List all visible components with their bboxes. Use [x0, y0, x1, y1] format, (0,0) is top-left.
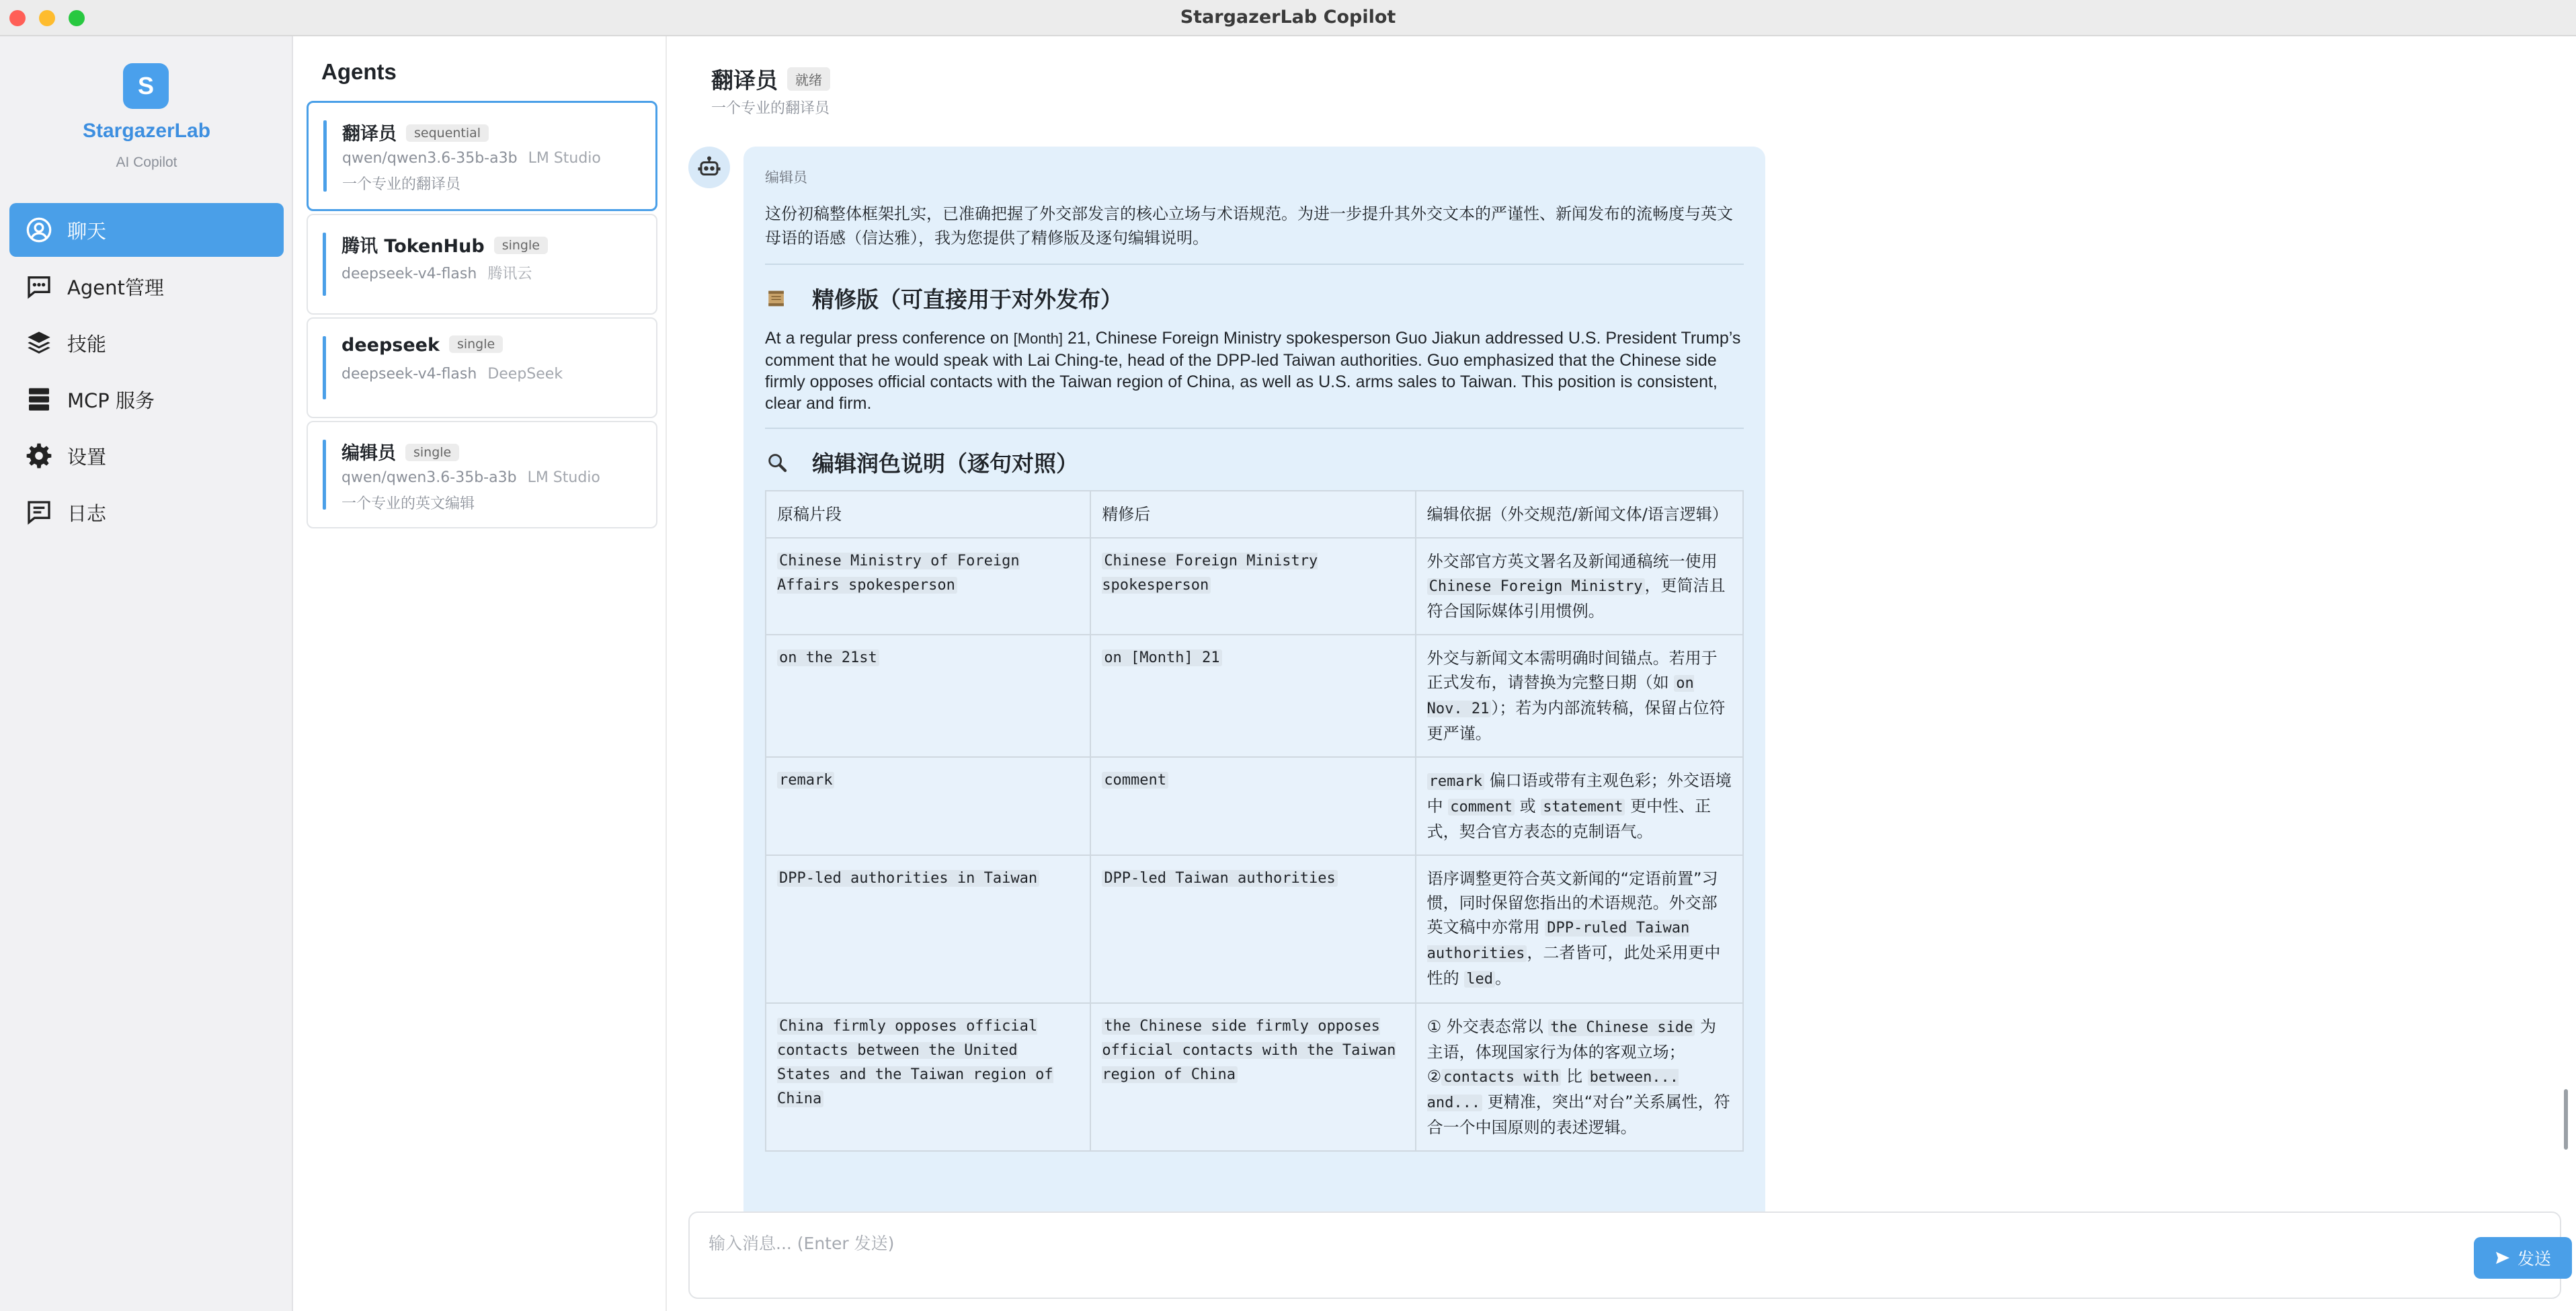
agents-panel: [294, 36, 667, 1311]
agent-card-translator[interactable]: [307, 101, 657, 211]
agent-name: 腾讯 TokenHub single: [341, 231, 548, 257]
sidebar-item-agent-management[interactable]: [9, 260, 284, 313]
table-row: [766, 538, 1743, 635]
table-row: [766, 1003, 1743, 1151]
table-row: [766, 635, 1743, 757]
send-button[interactable]: [2474, 1237, 2572, 1279]
agent-model: deepseek-v4-flash DeepSeek: [341, 366, 563, 383]
send-icon: [2495, 1250, 2511, 1266]
chat-scrollbar[interactable]: [2564, 1089, 2568, 1150]
agent-type-tag: single: [405, 444, 459, 461]
table-header-row: [766, 491, 1743, 538]
brand-name: StargazerLab: [82, 120, 211, 142]
agent-name: 翻译员 sequential: [342, 119, 489, 145]
table-cell-revised: Chinese Foreign Ministry spokesperson: [1090, 538, 1415, 635]
sidebar-item-label: MCP 服务: [67, 389, 155, 412]
sidebar-item-label: 日志: [67, 502, 107, 525]
chat-title: 翻译员 就绪: [711, 63, 830, 95]
table-cell-original: China firmly opposes official contacts between the United States and the Taiwan region of China: [766, 1003, 1090, 1151]
send-button-label: 发送: [2517, 1249, 2551, 1269]
table-cell-revised: DPP-led Taiwan authorities: [1090, 855, 1415, 1003]
chat-box-icon: [24, 272, 54, 301]
app-logo: S: [123, 63, 169, 109]
agent-type-tag: single: [494, 237, 548, 254]
agent-model: qwen/qwen3.6-35b-a3b LM Studio: [341, 469, 600, 486]
table-cell-revised: on [Month] 21: [1090, 635, 1415, 757]
message-bubble: [743, 147, 1765, 1240]
agent-provider: LM Studio: [528, 150, 601, 167]
agent-accent-bar: [323, 233, 326, 296]
message-composer: [688, 1211, 2561, 1299]
table-cell-reason: remark 偏口语或带有主观色彩；外交语境中 comment 或 statement 更中性、正式，契合官方表态的克制语气。: [1416, 757, 1743, 855]
sidebar-item-chat[interactable]: [9, 203, 284, 257]
log-icon: [24, 498, 54, 527]
sidebar-item-mcp-services[interactable]: [9, 372, 284, 426]
table-cell-original: on the 21st: [766, 635, 1090, 757]
bot-avatar: [688, 147, 730, 188]
layers-icon: [24, 328, 54, 358]
scroll-icon: [765, 286, 789, 311]
agent-type-tag: sequential: [406, 124, 489, 142]
agent-model: deepseek-v4-flash 腾讯云: [341, 266, 532, 282]
table-cell-original: DPP-led authorities in Taiwan: [766, 855, 1090, 1003]
agent-name: deepseek single: [341, 335, 503, 356]
divider: [765, 264, 1744, 265]
window-titlebar: [0, 0, 2576, 36]
table-cell-reason: 语序调整更符合英文新闻的“定语前置”习惯，同时保留您指出的术语规范。外交部英文稿中亦常用 DPP-ruled Taiwan authorities ，二者皆可，此处采用更中性的 led 。: [1416, 855, 1743, 1003]
sidebar-item-logs[interactable]: [9, 485, 284, 539]
agent-accent-bar: [323, 336, 326, 399]
agent-description: 一个专业的英文编辑: [341, 495, 475, 512]
refined-text: At a regular press conference on [Month] 21, Chinese Foreign Ministry spokesperson Guo Jiakun addressed U.S. President Trump’s comment that he would speak with Lai Ching-te, head of the DPP-led Taiwan authorities. Guo emphasized that the Chinese side firmly opposes official contacts with the Taiwan region of China, as well as U.S. arms sales to Taiwan. This position is consistent, clear and firm.: [765, 329, 1741, 413]
table-row: [766, 855, 1743, 1003]
status-badge: 就绪: [787, 67, 830, 91]
section-heading-notes: 编辑润色说明（逐句对照）: [765, 446, 1744, 478]
message-sender: 编辑员: [765, 169, 807, 186]
sidebar: [0, 36, 293, 1311]
agent-card-tencent-tokenhub[interactable]: [307, 214, 657, 315]
window-title: StargazerLab Copilot: [1180, 7, 1396, 28]
server-icon: [24, 385, 54, 414]
agent-model: qwen/qwen3.6-35b-a3b LM Studio: [342, 150, 601, 167]
user-circle-icon: [24, 215, 54, 245]
agents-title: Agents: [321, 59, 397, 84]
sidebar-item-settings[interactable]: [9, 429, 284, 483]
agent-name: 编辑员 single: [341, 438, 459, 465]
agent-accent-bar: [323, 120, 327, 192]
table-row: [766, 757, 1743, 855]
agent-accent-bar: [323, 440, 326, 510]
robot-icon: [697, 155, 721, 180]
sidebar-item-label: 技能: [67, 332, 107, 356]
table-cell-reason: 外交部官方英文署名及新闻通稿统一使用 Chinese Foreign Ministry ，更简洁且符合国际媒体引用惯例。: [1416, 538, 1743, 635]
table-header: 编辑依据（外交规范/新闻文体/语言逻辑）: [1416, 491, 1743, 538]
sidebar-item-skills[interactable]: [9, 316, 284, 370]
brand-subtitle: AI Copilot: [116, 155, 177, 170]
agent-description: 一个专业的翻译员: [342, 176, 461, 193]
table-cell-reason: ① 外交表态常以 the Chinese side 为主语，体现国家行为体的客观立场；② contacts with 比 between... and... 更精准，突出“对台”关系属性，符合一个中国原则的表述逻辑。: [1416, 1003, 1743, 1151]
gear-icon: [24, 441, 54, 471]
sidebar-item-label: 设置: [67, 445, 107, 469]
agent-card-deepseek[interactable]: [307, 317, 657, 418]
message-intro: 这份初稿整体框架扎实，已准确把握了外交部发言的核心立场与术语规范。为进一步提升其外交文本的严谨性、新闻发布的流畅度与英文母语的语感（信达雅），我为您提供了精修版及逐句编辑说明。: [765, 204, 1733, 247]
comparison-table: [765, 490, 1744, 1152]
table-cell-original: Chinese Ministry of Foreign Affairs spokesperson: [766, 538, 1090, 635]
table-cell-original: remark: [766, 757, 1090, 855]
chat-subtitle: 一个专业的翻译员: [711, 100, 830, 117]
section-heading-refined: 精修版（可直接用于对外发布）: [765, 282, 1744, 314]
magnifier-icon: [765, 450, 789, 475]
agent-type-tag: single: [449, 335, 503, 353]
message-input[interactable]: [709, 1228, 2456, 1259]
divider: [765, 428, 1744, 429]
table-cell-revised: comment: [1090, 757, 1415, 855]
agent-provider: LM Studio: [527, 469, 600, 486]
table-header: 精修后: [1090, 491, 1415, 538]
table-cell-reason: 外交与新闻文本需明确时间锚点。若用于正式发布，请替换为完整日期（如 on Nov. 21 ）；若为内部流转稿，保留占位符更严谨。: [1416, 635, 1743, 757]
chat-main: [668, 36, 2576, 1311]
table-cell-revised: the Chinese side firmly opposes official contacts with the Taiwan region of China: [1090, 1003, 1415, 1151]
sidebar-item-label: 聊天: [67, 219, 107, 243]
agent-card-editor[interactable]: [307, 421, 657, 528]
agent-provider: 腾讯云: [487, 266, 532, 282]
agent-provider: DeepSeek: [487, 366, 563, 383]
sidebar-item-label: Agent管理: [67, 276, 164, 299]
sidebar-nav: [9, 203, 284, 542]
table-header: 原稿片段: [766, 491, 1090, 538]
